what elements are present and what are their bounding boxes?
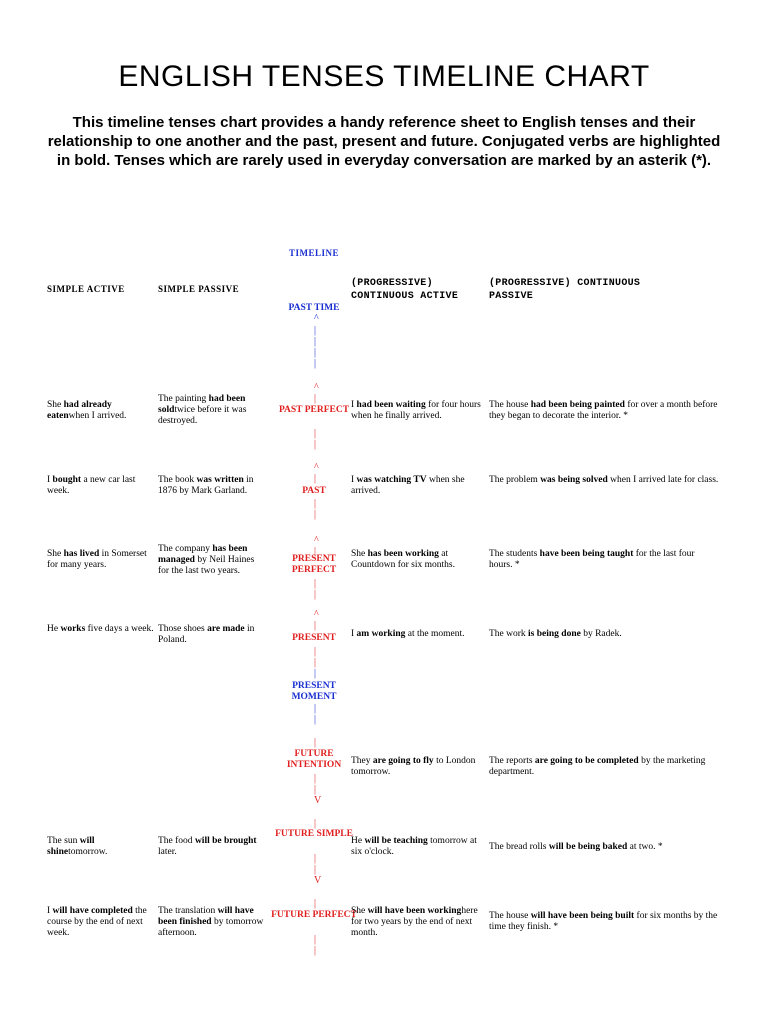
timeline-bar: | <box>314 668 317 679</box>
timeline-arrow-down: V <box>314 875 322 886</box>
cell-past-simple-passive: The book was written in 1876 by Mark Garland. <box>158 475 254 496</box>
timeline-bar: | <box>314 773 317 784</box>
continuous-active-header: (PROGRESSIVE) CONTINUOUS ACTIVE <box>351 278 459 302</box>
timeline-bar: | <box>314 737 317 748</box>
page-title: ENGLISH TENSES TIMELINE CHART <box>118 60 650 93</box>
cell-present-simple-active: He works five days a week. <box>47 624 154 634</box>
timeline-bar: | <box>314 589 317 600</box>
timeline-bar: | <box>314 898 317 909</box>
timeline-bar: | <box>314 784 317 795</box>
cell-past-continuous-passive: The problem was being solved when I arrived late for class. <box>489 475 719 485</box>
timeline-bar: | <box>314 864 317 875</box>
cell-present-perfect-simple-passive: The company has been managed by Neil Haines for the last two years. <box>158 544 255 576</box>
timeline-bar: | <box>314 934 317 945</box>
continuous-passive-header: (PROGRESSIVE) CONTINUOUS PASSIVE <box>489 278 641 302</box>
timeline-bar: | <box>314 657 317 668</box>
cell-future-simple-continuous-active: He will be teaching tomorrow at six o'clock. <box>351 836 477 857</box>
cell-present-perfect-simple-active: She has lived in Somerset for many years. <box>47 549 147 570</box>
timeline-arrow-up: ^ <box>314 382 319 393</box>
timeline-arrow-down: V <box>314 795 322 806</box>
cell-past-continuous-active: I was watching TV when she arrived. <box>351 475 465 496</box>
cell-future-perfect-simple-passive: The translation will have been finished by tomorrow afternoon. <box>158 906 264 938</box>
cell-present-simple-passive: Those shoes are made in Poland. <box>158 624 255 645</box>
timeline-bar: | <box>314 428 317 439</box>
cell-future-simple-simple-active: The sun will shinetomorrow. <box>47 836 108 857</box>
timeline-bar: | <box>314 714 317 725</box>
cell-future-simple-simple-passive: The food will be brought later. <box>158 836 257 857</box>
timeline-bar: | <box>314 945 317 956</box>
timeline-arrow-up: ^ <box>314 462 319 473</box>
timeline-bar: | <box>314 509 317 520</box>
cell-present-continuous-passive: The work is being done by Radek. <box>489 629 622 639</box>
timeline-bar: | <box>314 358 317 369</box>
cell-future-perfect-continuous-active: She will have been workinghere for two years by the end of next month. <box>351 906 478 938</box>
cell-future-simple-continuous-passive: The bread rolls will be being baked at two. * <box>489 842 663 852</box>
timeline-bar: | <box>314 336 317 347</box>
timeline-bar: | <box>314 620 317 631</box>
timeline-label-past-time: PAST TIME <box>288 303 340 313</box>
timeline-label-future-simple: FUTURE SIMPLE <box>275 829 353 839</box>
timeline-bar: | <box>314 347 317 358</box>
cell-future-intention-continuous-active: They are going to fly to London tomorrow. <box>351 756 476 777</box>
timeline-bar: | <box>314 646 317 657</box>
timeline-bar: | <box>314 853 317 864</box>
timeline-bar: | <box>314 439 317 450</box>
cell-present-perfect-continuous-passive: The students have been being taught for the last four hours. * <box>489 549 695 570</box>
timeline-bar: | <box>314 498 317 509</box>
cell-present-continuous-active: I am working at the moment. <box>351 629 465 639</box>
cell-present-perfect-continuous-active: She has been working at Countdown for six months. <box>351 549 455 570</box>
timeline-label-past: PAST <box>302 486 326 496</box>
timeline-label-present-moment: PRESENT MOMENT <box>291 681 337 702</box>
timeline-label-past-perfect: PAST PERFECT <box>278 405 350 415</box>
timeline-arrow-up: ^ <box>314 313 319 324</box>
cell-past-perfect-simple-active: She had already eatenwhen I arrived. <box>47 400 127 421</box>
cell-future-intention-continuous-passive: The reports are going to be completed by the marketing department. <box>489 756 706 777</box>
cell-past-simple-active: I bought a new car last week. <box>47 475 136 496</box>
timeline-bar: | <box>314 393 317 404</box>
timeline-arrow-up: ^ <box>314 609 319 620</box>
cell-future-perfect-continuous-passive: The house will have been being built for six months by the time they finish. * <box>489 911 718 932</box>
timeline-bar: | <box>314 546 317 557</box>
timeline-bar: | <box>314 578 317 589</box>
timeline-bar: | <box>314 703 317 714</box>
simple-active-header: SIMPLE ACTIVE <box>47 284 125 294</box>
cell-past-perfect-simple-passive: The painting had been soldtwice before it was destroyed. <box>158 394 247 426</box>
timeline-bar: | <box>314 473 317 484</box>
cell-past-perfect-continuous-active: I had been waiting for four hours when he finally arrived. <box>351 400 481 421</box>
simple-passive-header: SIMPLE PASSIVE <box>158 284 240 294</box>
timeline-bar: | <box>314 325 317 336</box>
timeline-label-future-intention: FUTURE INTENTION <box>286 749 342 770</box>
timeline-label-present-perfect: PRESENT PERFECT <box>291 554 337 575</box>
timeline-label-present: PRESENT <box>292 633 336 643</box>
cell-future-perfect-simple-active: I will have completed the course by the end of next week. <box>47 906 147 938</box>
timeline-label-future-perfect: FUTURE PERFECT <box>271 910 357 920</box>
timeline-arrow-up: ^ <box>314 535 319 546</box>
timeline-header: TIMELINE <box>288 248 339 258</box>
intro-paragraph: This timeline tenses chart provides a handy reference sheet to English tenses and their relationship to one another and the past, present and future. Conjugated verbs are highlighted in bold. Tenses which are rarely used in everyday conversation are marked by an asterik (*). <box>47 114 721 169</box>
cell-past-perfect-continuous-passive: The house had been being painted for over a month before they began to decorate the interior. * <box>489 400 718 421</box>
timeline-bar: | <box>314 818 317 829</box>
